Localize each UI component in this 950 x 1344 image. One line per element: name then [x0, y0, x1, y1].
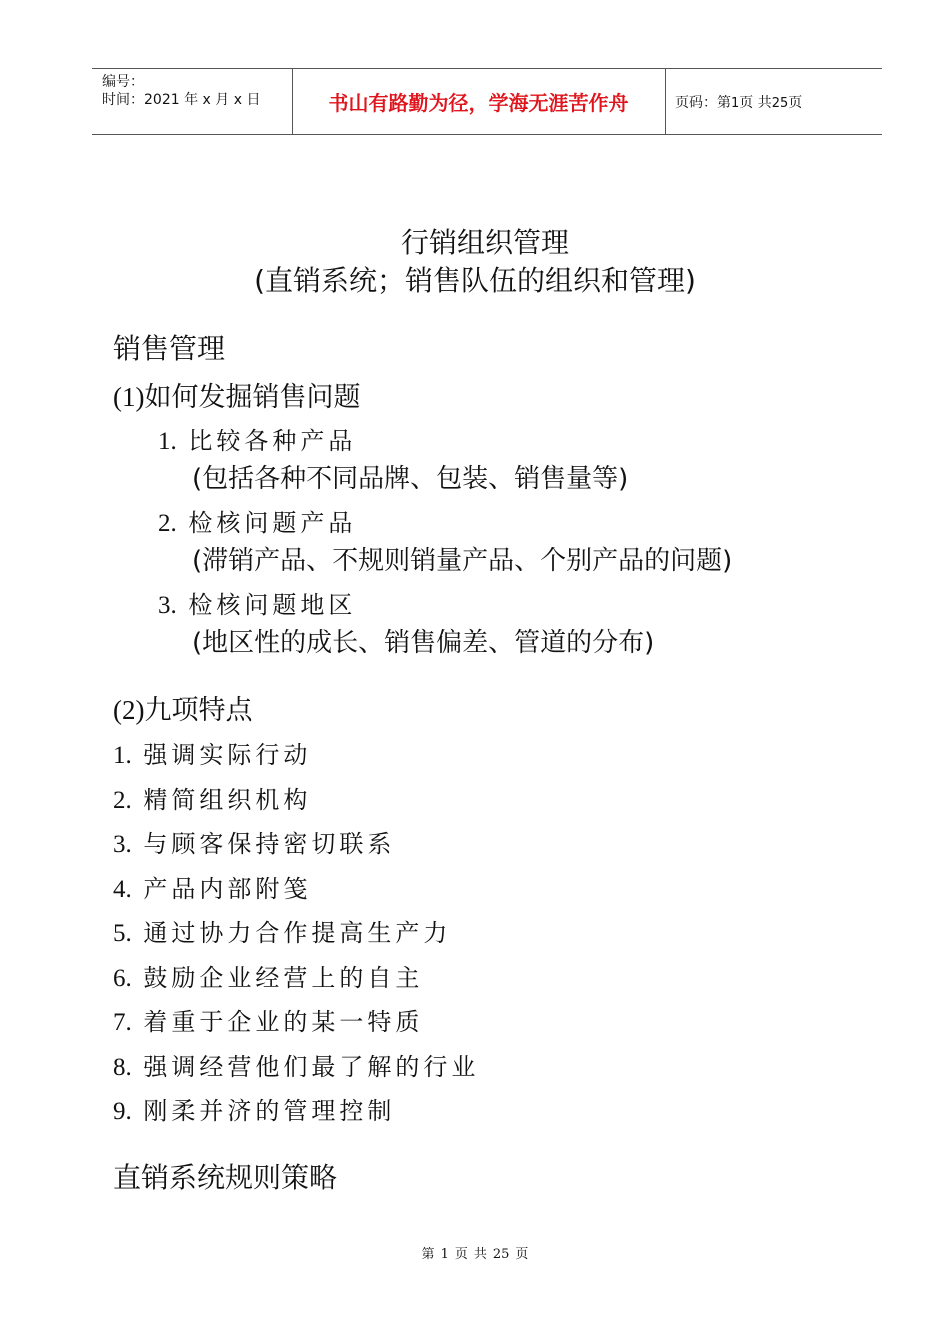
list-item [158, 590, 356, 621]
list-item-number: 8. [113, 1054, 132, 1081]
subsection-number: (1) [113, 382, 145, 412]
header-motto: 书山有路勤为径，学海无涯苦作舟 [328, 91, 629, 115]
list-item [113, 740, 311, 771]
list-item [113, 918, 451, 949]
list-item-text: 刚柔并济的管理控制 [143, 1097, 396, 1125]
document-title: 行销组织管理 [400, 226, 569, 259]
footer-page-total: 25 [492, 1247, 510, 1262]
header-page-info [675, 94, 802, 113]
list-item [113, 963, 423, 994]
list-item [113, 829, 395, 860]
header-page-suffix: 页 [788, 95, 803, 111]
list-item-number: 3. [158, 592, 177, 619]
list-item-text: 检核问题地区 [188, 591, 357, 619]
list-item-text: 强调实际行动 [143, 741, 312, 769]
list-item-text: 强调经营他们最了解的行业 [143, 1053, 480, 1081]
list-item-number: 7. [113, 1009, 132, 1036]
list-item [158, 508, 356, 539]
document-subtitle: (直销系统；销售队伍的组织和管理) [254, 264, 696, 297]
subsection-heading-q2 [113, 693, 252, 728]
footer-prefix: 第 [421, 1247, 435, 1262]
subsection-heading-q1 [113, 380, 360, 415]
list-item-number: 4. [113, 876, 132, 903]
list-item-number: 2. [113, 787, 132, 814]
list-item [158, 426, 356, 457]
list-item [113, 1052, 479, 1083]
list-item-text: 与顾客保持密切联系 [143, 830, 396, 858]
header-number-label: 编号： [102, 74, 144, 90]
page-footer [0, 1247, 950, 1263]
list-item [113, 785, 311, 816]
list-item-note: (包括各种不同品牌、包装、销售量等) [192, 464, 629, 494]
list-item-text: 通过协力合作提高生产力 [143, 919, 452, 947]
list-item-number: 5. [113, 920, 132, 947]
list-item [113, 874, 311, 905]
list-item-number: 6. [113, 965, 132, 992]
section-heading-sales-management: 销售管理 [113, 332, 226, 365]
header-divider [665, 69, 666, 134]
list-item-number: 2. [158, 510, 177, 537]
list-item-number: 1. [158, 428, 177, 455]
footer-mid1: 页 [454, 1247, 468, 1262]
list-item-number: 1. [113, 742, 132, 769]
list-item-note: (滞销产品、不规则销量产品、个别产品的问题) [192, 546, 733, 576]
section-heading-direct-sales-strategy: 直销系统规则策略 [113, 1161, 338, 1194]
list-item-text: 鼓励企业经营上的自主 [143, 964, 424, 992]
list-item-text: 比较各种产品 [188, 427, 357, 455]
list-item-text: 产品内部附笺 [143, 875, 312, 903]
list-item-text: 着重于企业的某一特质 [143, 1008, 424, 1036]
list-item-text: 精简组织机构 [143, 786, 312, 814]
subsection-title: 九项特点 [144, 695, 253, 726]
list-item-number: 3. [113, 831, 132, 858]
header-page-current: 1 [731, 96, 740, 111]
header-time-label: 时间：2021 年 x 月 x 日 [102, 92, 261, 108]
subsection-number: (2) [113, 695, 145, 725]
page-header [92, 68, 882, 135]
footer-suffix: 页 [515, 1247, 529, 1262]
list-item-text: 检核问题产品 [188, 509, 357, 537]
subsection-title: 如何发掘销售问题 [144, 382, 361, 413]
list-item [113, 1096, 395, 1127]
footer-page-current: 1 [440, 1247, 449, 1262]
list-item-note: (地区性的成长、销售偏差、管道的分布) [192, 628, 655, 658]
header-page-mid: 页 共 [739, 95, 772, 111]
header-page-prefix: 页码：第 [675, 95, 731, 111]
list-item [113, 1007, 423, 1038]
list-item-number: 9. [113, 1098, 132, 1125]
footer-mid2: 共 [473, 1247, 487, 1262]
header-page-total: 25 [771, 96, 789, 111]
